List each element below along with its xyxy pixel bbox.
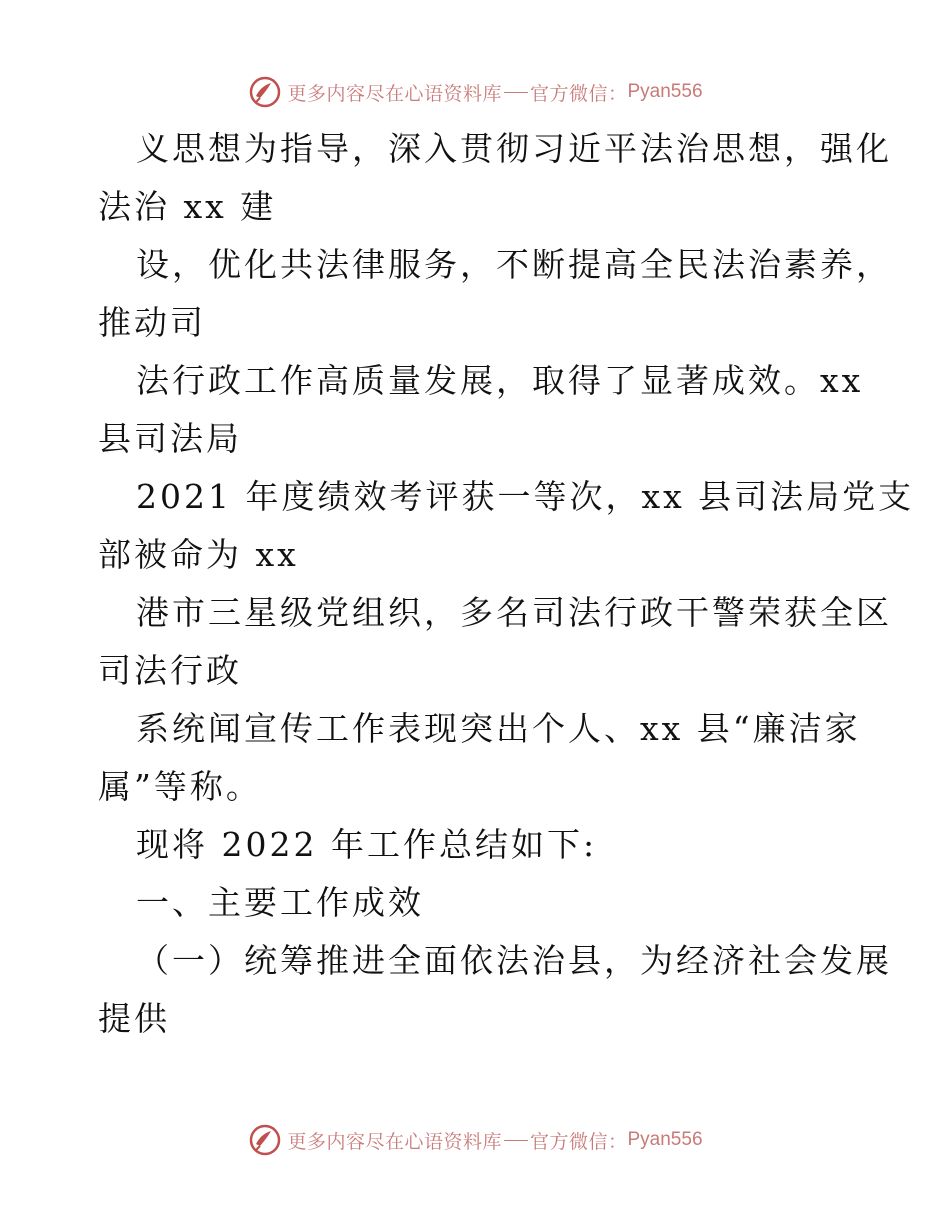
text-line: 推动司 — [98, 303, 206, 342]
text-line: 法行政工作高质量发展，取得了显著成效。xx — [136, 361, 864, 400]
watermark-footer — [0, 1120, 950, 1160]
watermark-text: 更多内容尽在心语资料库 — [287, 82, 502, 105]
text-line: 港市三星级党组织，多名司法行政干警荣获全区 — [136, 593, 892, 632]
text-line: 法治 xx 建 — [98, 187, 277, 226]
text-line: 属”等称。 — [98, 767, 262, 806]
watermark-header — [0, 72, 950, 112]
pen-logo-icon — [247, 74, 283, 110]
watermark-text: 更多内容尽在心语资料库 — [287, 1130, 502, 1153]
watermark-label: 官方微信： — [529, 82, 628, 105]
watermark-label: 官方微信： — [529, 1130, 628, 1153]
text-line: 设，优化共法律服务，不断提高全民法治素养， — [136, 245, 892, 284]
pen-logo-icon — [247, 1122, 283, 1158]
text-line: 系统闻宣传工作表现突出个人、xx 县“廉洁家 — [136, 709, 861, 748]
text-line: 义思想为指导，深入贯彻习近平法治思想，强化 — [136, 129, 892, 168]
watermark-wechat-id: Pyan556 — [627, 81, 703, 102]
document-body — [98, 120, 915, 1048]
text-line: 一、主要工作成效 — [136, 883, 424, 922]
text-line: 县司法局 — [98, 419, 242, 458]
text-line: （一）统筹推进全面依法治县，为经济社会发展 — [136, 941, 892, 980]
text-line: 2021 年度绩效考评获一等次，xx 县司法局党支 — [136, 477, 915, 516]
watermark-dash — [504, 1140, 528, 1141]
text-line: 现将 2022 年工作总结如下: — [136, 825, 598, 864]
watermark-dash — [504, 92, 528, 93]
text-line: 司法行政 — [98, 651, 242, 690]
text-line: 部被命为 xx — [98, 535, 299, 574]
text-line: 提供 — [98, 999, 170, 1038]
watermark-wechat-id: Pyan556 — [627, 1129, 703, 1150]
